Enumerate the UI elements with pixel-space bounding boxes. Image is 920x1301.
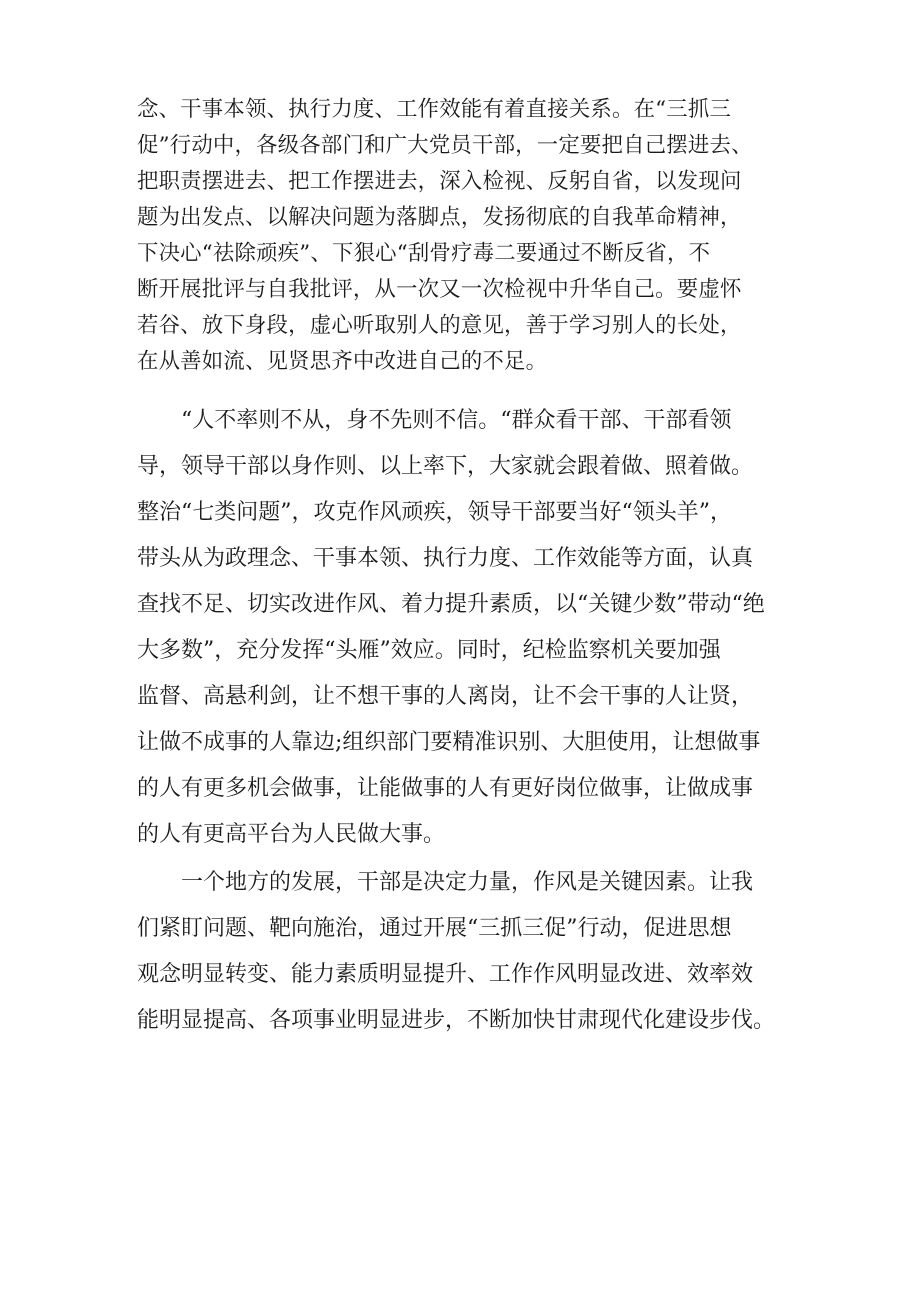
- paragraph-line: 导，领导干部以身作则、以上率下，大家就会跟着做、照着做。: [137, 454, 754, 479]
- paragraph-line: 题为出发点、以解决问题为落脚点，发扬彻底的自我革命精神，: [137, 205, 742, 230]
- paragraph-line: 若谷、放下身段，虚心听取别人的意见，善于学习别人的长处，: [137, 313, 742, 338]
- paragraph-line: 能明显提高、各项事业明显进步，不断加快甘肃现代化建设步伐。: [137, 1008, 776, 1033]
- paragraph-line: 下决心“祛除顽疾”、下狠心“刮骨疗毒二要通过不断反省，不: [137, 241, 711, 266]
- paragraph-line: 一个地方的发展，干部是决定力量，作风是关键因素。让我: [181, 870, 754, 895]
- paragraph-line: 整治“七类问题”，攻克作风顽疾，领导干部要当好“领头羊”，: [137, 500, 732, 525]
- paragraph-line: 大多数”，充分发挥“头雁”效应。同时，纪检监察机关要加强: [137, 638, 721, 663]
- paragraph-line: 促”行动中，各级各部门和广大党员干部，一定要把自己摆进去、: [137, 133, 753, 158]
- paragraph-line: 观念明显转变、能力素质明显提升、工作作风明显改进、效率效: [137, 962, 754, 987]
- paragraph-line: “人不率则不从，身不先则不信。“群众看干部、干部看领: [181, 408, 732, 433]
- paragraph-line: 们紧盯问题、靶向施治，通过开展“三抓三促”行动，促进思想: [137, 916, 732, 941]
- paragraph-line: 的人有更多机会做事，让能做事的人有更好岗位做事，让做成事: [137, 776, 754, 801]
- paragraph-line: 带头从为政理念、干事本领、执行力度、工作效能等方面，认真: [137, 546, 754, 571]
- paragraph-line: 的人有更高平台为人民做大事。: [137, 822, 446, 847]
- paragraph-line: 把职责摆进去、把工作摆进去，深入检视、反躬自省，以发现问: [137, 169, 742, 194]
- paragraph-line: 监督、高悬利剑，让不想干事的人离岗，让不会干事的人让贤，: [137, 684, 754, 709]
- paragraph-line: 查找不足、切实改进作风、着力提升素质，以“关键少数”带动“绝: [137, 592, 765, 617]
- paragraph-line: 断开展批评与自我批评，从一次又一次检视中升华自己。要虚怀: [137, 277, 742, 302]
- paragraph-line: 念、干事本领、执行力度、工作效能有着直接关系。在“三抓三: [137, 97, 732, 122]
- paragraph-line: 让做不成事的人靠边;组织部门要精准识别、大胆使用，让想做事: [137, 730, 761, 755]
- paragraph-line: 在从善如流、见贤思齐中改进自己的不足。: [137, 349, 548, 374]
